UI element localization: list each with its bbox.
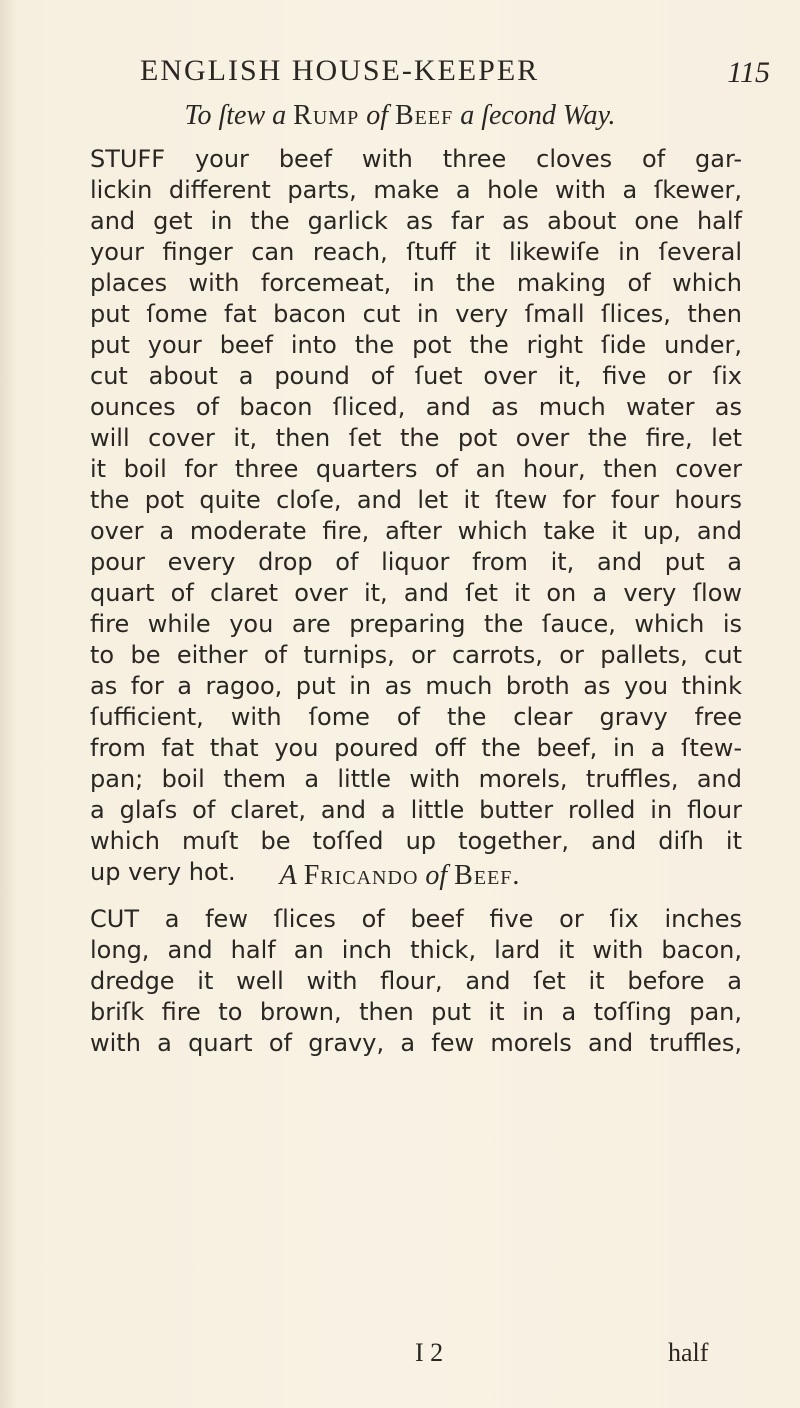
text-line: briſk fire to brown, then put it in a toſſing pan, (90, 998, 742, 1026)
page-footer (0, 1338, 800, 1372)
text-line: your finger can reach, ſtuff it likewiſe in ſeveral (90, 238, 742, 266)
text-line: pour every drop of liquor from it, and put a (90, 548, 742, 576)
text-line: places with forcemeat, in the making of which (90, 269, 742, 297)
signature-mark: I 2 (415, 1338, 444, 1367)
text-line: CUT a few ſlices of beef five or ſix inches (90, 905, 742, 933)
recipe-title-stew-rump (0, 100, 800, 132)
recipe-title-fricando (0, 860, 800, 892)
title-text: of (366, 100, 388, 131)
text-line: put your beef into the pot the right ſide under, (90, 331, 742, 359)
text-line: cut about a pound of ſuet over it, five or ſix (90, 362, 742, 390)
title-text: To ſtew a (184, 100, 287, 131)
text-line: to be either of turnips, or carrots, or pallets, cut (90, 641, 742, 669)
text-line: and get in the garlick as far as about one half (90, 207, 742, 235)
text-line: the pot quite cloſe, and let it ſtew for four hours (90, 486, 742, 514)
text-line: up very hot. (90, 858, 236, 886)
title-text: Fricando (303, 860, 419, 891)
recipe-body-stew-rump (90, 144, 742, 888)
text-line: quart of claret over it, and ſet it on a very ſlow (90, 579, 742, 607)
text-line: a glaſs of claret, and a little butter rolled in flour (90, 796, 742, 824)
text-line: it boil for three quarters of an hour, then cover (90, 455, 742, 483)
text-line: long, and half an inch thick, lard it with bacon, (90, 936, 742, 964)
spine-shadow (0, 0, 18, 1408)
page-header (140, 54, 770, 94)
title-text: Beef. (454, 860, 521, 891)
text-line: over a moderate fire, after which take it up, and (90, 517, 742, 545)
text-line: will cover it, then ſet the pot over the fire, let (90, 424, 742, 452)
text-line: as for a ragoo, put in as much broth as you think (90, 672, 742, 700)
text-line: with a quart of gravy, a few morels and truffles, (90, 1029, 742, 1057)
text-line: dredge it well with flour, and ſet it before a (90, 967, 742, 995)
text-line: STUFF your beef with three cloves of gar- (90, 145, 742, 173)
text-line: which muſt be toſſed up together, and diſh it (90, 827, 742, 855)
text-line: put ſome fat bacon cut in very ſmall ſlices, then (90, 300, 742, 328)
text-line: ounces of bacon ſliced, and as much water as (90, 393, 742, 421)
recipe-body-fricando (90, 904, 742, 1059)
title-text: Rump (293, 100, 360, 131)
title-text: A (279, 860, 297, 891)
title-text: of (425, 860, 448, 891)
page-number: 115 (727, 56, 770, 89)
text-line: fire while you are preparing the ſauce, which is (90, 610, 742, 638)
title-text: a ſecond Way. (460, 100, 616, 131)
running-head: ENGLISH HOUSE-KEEPER (140, 54, 540, 87)
text-line: lickin different parts, make a hole with a ſkewer, (90, 176, 742, 204)
text-line: from fat that you poured off the beef, in a ſtew- (90, 734, 742, 762)
text-line: ſufficient, with ſome of the clear gravy free (90, 703, 742, 731)
catchword: half (668, 1338, 709, 1367)
title-text: Beef (394, 100, 454, 131)
text-line: pan; boil them a little with morels, truffles, and (90, 765, 742, 793)
